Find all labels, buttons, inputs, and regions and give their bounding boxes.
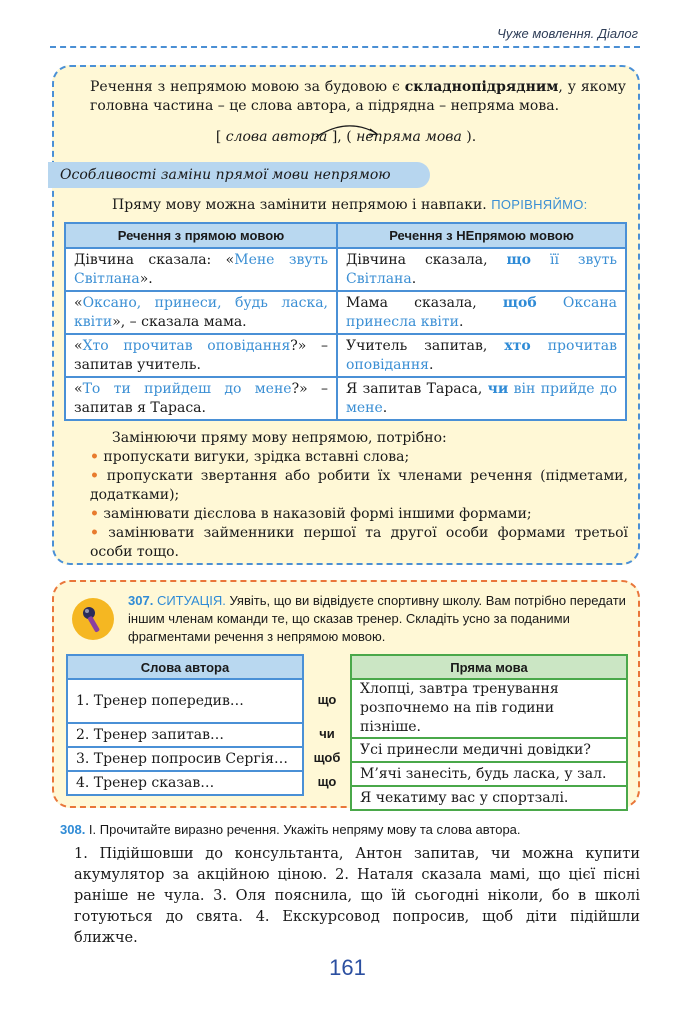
- table-row: 1. Тренер попередив…: [67, 679, 303, 723]
- sentence-scheme: [ слова автора ], ( непряма мова ).: [215, 129, 477, 145]
- indirect-cell: Мама сказала, щоб Оксана принесла квіти.: [337, 291, 626, 334]
- table-row: [65, 377, 626, 420]
- table-row: Хлопці, завтра тренування розпочнемо на пів години пізніше.: [351, 679, 627, 738]
- bullet-icon: •: [90, 506, 99, 522]
- comparison-table: [64, 222, 627, 421]
- indirect-cell: Дівчина сказала, що її звуть Світлана.: [337, 248, 626, 291]
- indirect-cell: Учитель запитав, хто прочитав оповідання.: [337, 334, 626, 377]
- direct-speech-table: [350, 654, 628, 811]
- table-row: 3. Тренер попросив Сергія…: [67, 747, 303, 771]
- conjunction: чи: [319, 726, 335, 741]
- term-bold: складнопідрядним: [404, 79, 559, 95]
- rule-definition: Речення з непрямою мовою за будовою є складнопідрядним, у якому головна частина – це слова автора, а підрядна – непряма мова.: [90, 79, 626, 114]
- direct-cell: «То ти прийдеш до мене?» – запитав я Тараса.: [65, 377, 337, 420]
- indirect-cell: Я запитав Тараса, чи він прийде до мене.: [337, 377, 626, 420]
- compare-intro: Пряму мову можна замінити непрямою і навпаки. ПОРІВНЯЙМО:: [112, 197, 588, 213]
- conjunction: щоб: [313, 750, 341, 765]
- author-header: Слова автора: [67, 655, 303, 679]
- section-title: Чуже мовлення. Діалог: [497, 26, 638, 41]
- bullet-icon: •: [90, 449, 99, 465]
- list-item: • замінювати займенники першої та другої особи формами третьої особи тощо.: [90, 525, 628, 560]
- table-row: [65, 248, 626, 291]
- rule-box: [52, 65, 640, 565]
- col-direct-header: Речення з прямою мовою: [65, 223, 337, 248]
- replacement-notes: [90, 429, 628, 562]
- direct-cell: «Оксано, принеси, будь ласка, квіти», – сказала мама.: [65, 291, 337, 334]
- conjunction: що: [317, 692, 337, 707]
- task-307-box: [52, 580, 640, 808]
- bullet-icon: •: [90, 525, 99, 541]
- table-row: Усі принесли медичні довідки?: [351, 738, 627, 762]
- task-308-instruction: 308. І. Прочитайте виразно речення. Укажіть непряму мову та слова автора.: [60, 822, 521, 837]
- direct-cell: Дівчина сказала: «Мене звуть Світлана».: [65, 248, 337, 291]
- table-row: [65, 334, 626, 377]
- list-item: • пропускати звертання або робити їх членами речення (підметами, додатками);: [90, 468, 629, 503]
- running-header: [50, 22, 640, 48]
- col-indirect-header: Речення з НЕпрямою мовою: [337, 223, 626, 248]
- author-words-table: [66, 654, 304, 796]
- list-item: • замінювати дієслова в наказовій формі іншими формами;: [90, 506, 532, 522]
- table-row: [65, 291, 626, 334]
- table-row: 2. Тренер запитав…: [67, 723, 303, 747]
- notes-intro: Замінюючи пряму мову непрямою, потрібно:: [112, 430, 447, 446]
- bullet-icon: •: [90, 468, 99, 484]
- direct-cell: «Хто прочитав оповідання?» – запитав учитель.: [65, 334, 337, 377]
- table-row: М’ячі занесіть, будь ласка, у зал.: [351, 762, 627, 786]
- list-item: • пропускати вигуки, зрідка вставні слова;: [90, 449, 410, 465]
- task-308-text: 1. Підійшовши до консультанта, Антон запитав, чи можна купити акумулятор за акційною ціною. 2. Наталя сказала мамі, що цієї пісні раніше не чула. 3. Оля пояснила, що їй сьогодні ніколи, бо в школі готуються до свята. 4. Екскурсовод попросив, щоб діти підійшли ближче.: [74, 846, 640, 946]
- features-heading: Особливості заміни прямої мови непрямою: [48, 162, 430, 188]
- table-row: 4. Тренер сказав…: [67, 771, 303, 795]
- task-307-text: 307. СИТУАЦІЯ. Уявіть, що ви відвідуєте спортивну школу. Вам потрібно передати іншим членам команди те, що сказав тренер. Складіть усно за поданими фрагментами речення з непрямою мовою.: [128, 593, 626, 644]
- page-number: 161: [329, 955, 366, 980]
- microphone-icon: [72, 598, 114, 640]
- speech-header: Пряма мова: [351, 655, 627, 679]
- table-row: Я чекатиму вас у спортзалі.: [351, 786, 627, 810]
- conjunction: що: [317, 774, 337, 789]
